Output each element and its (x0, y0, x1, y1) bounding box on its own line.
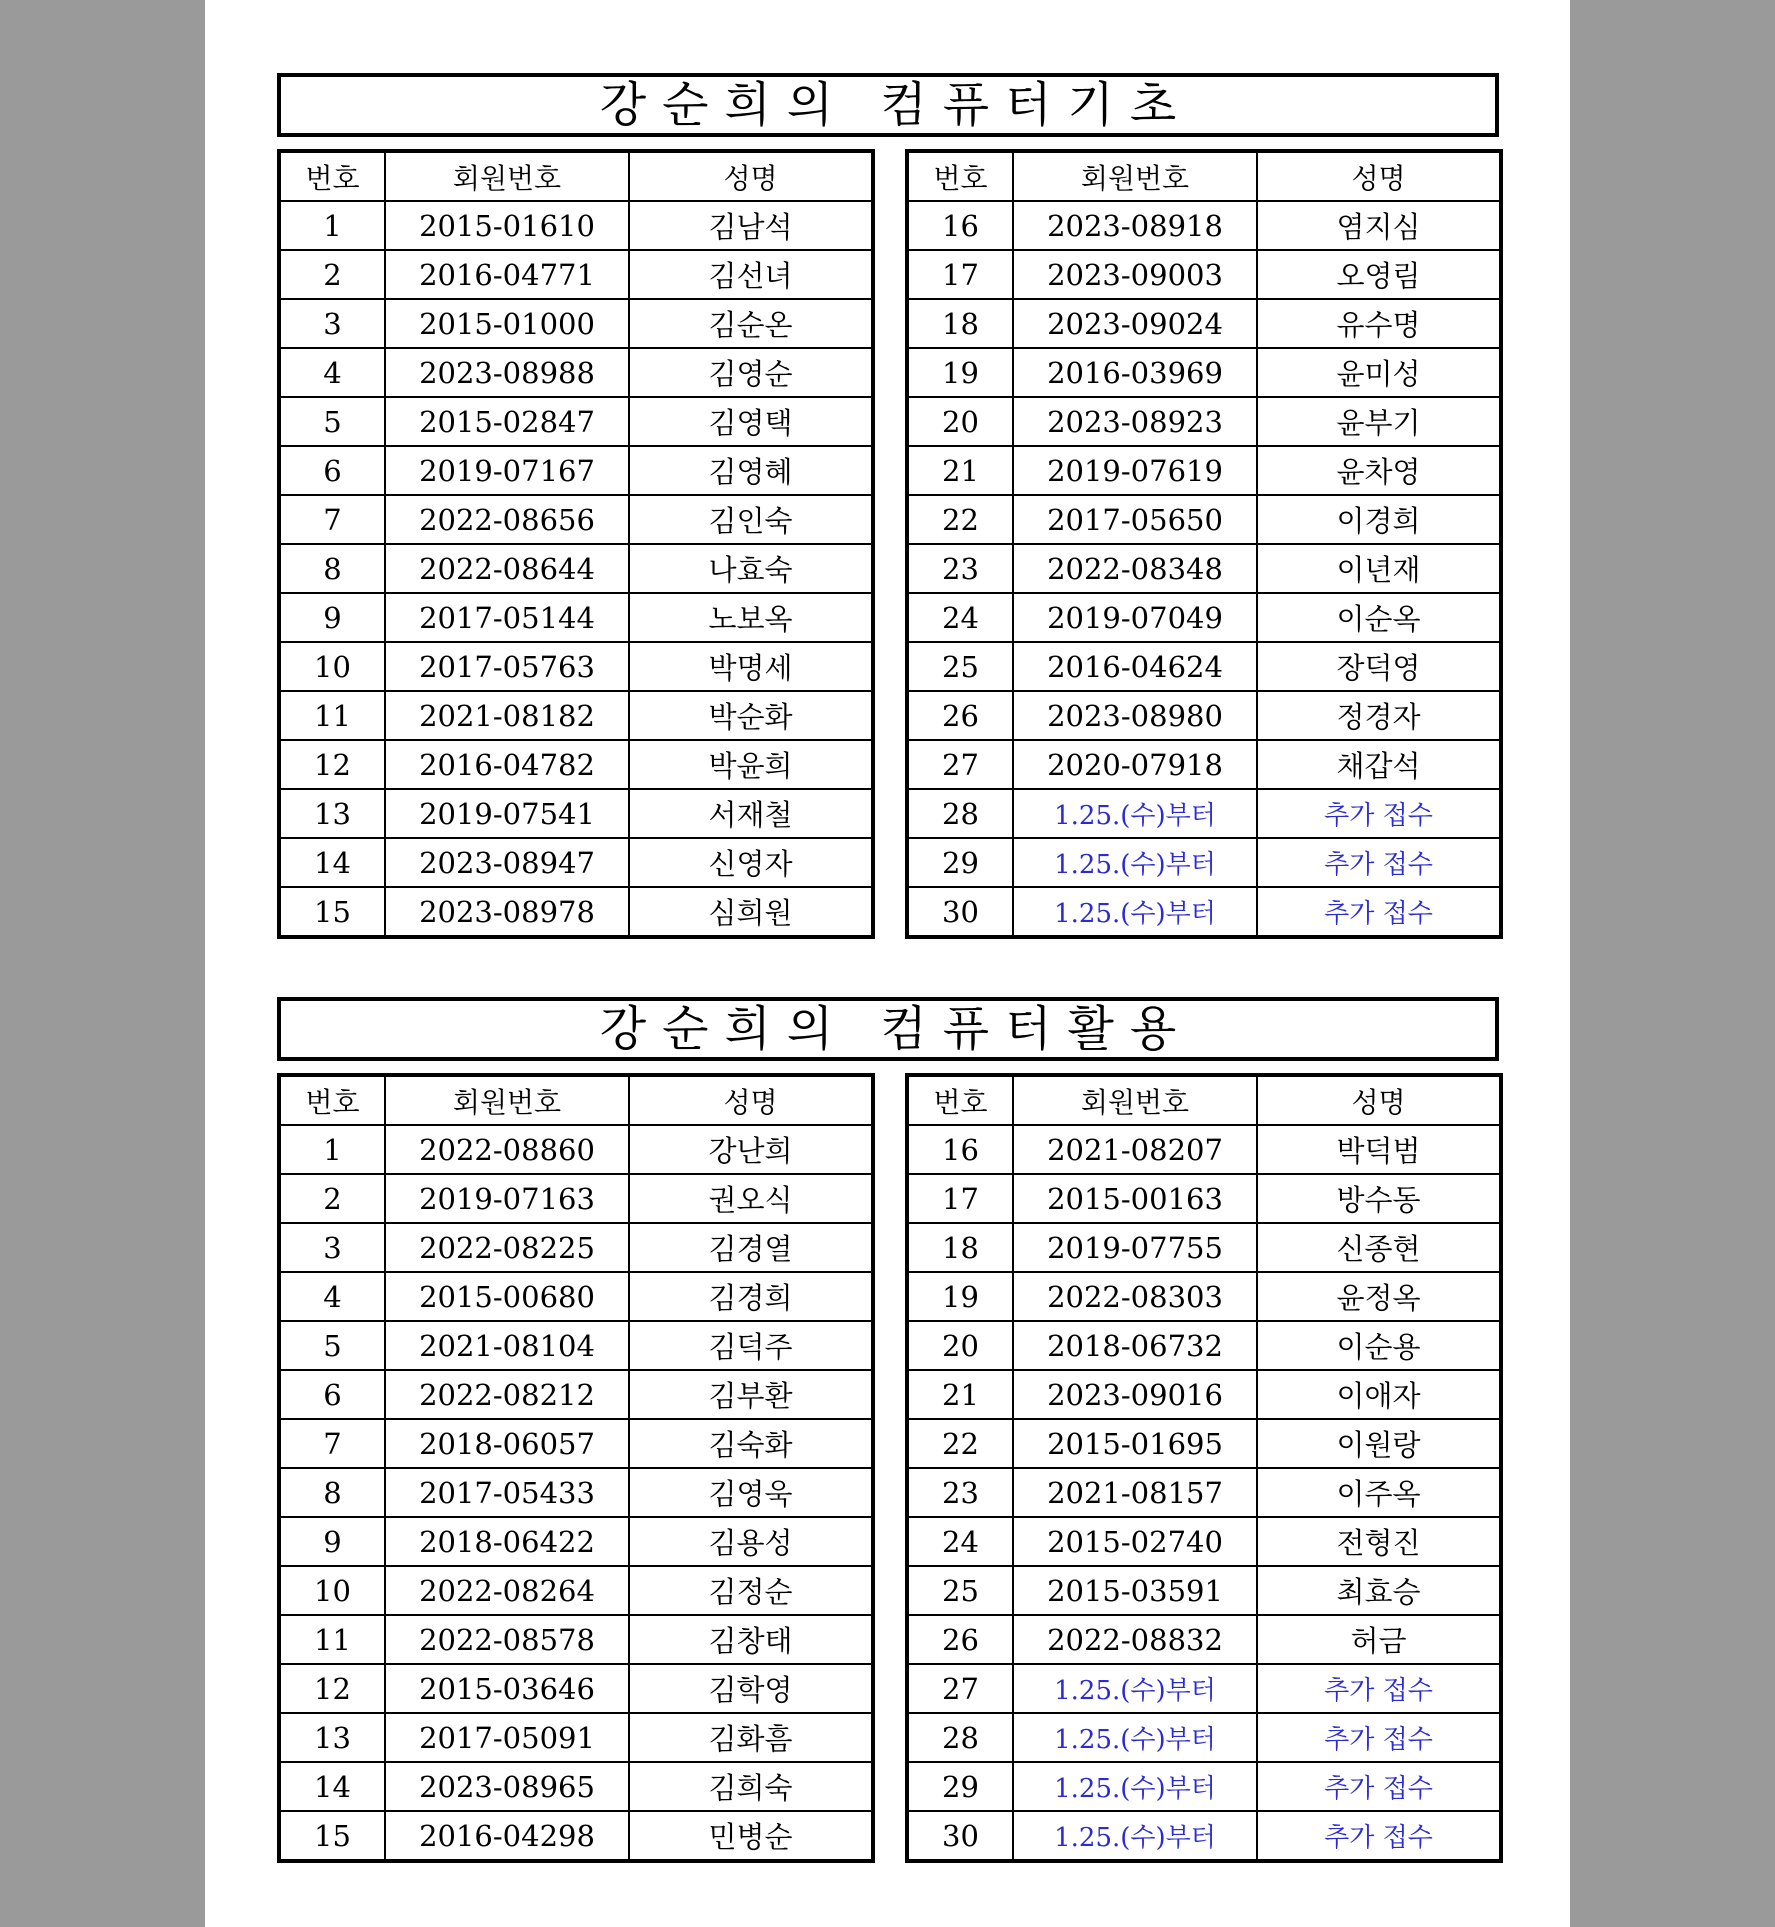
cell-name: 김남석 (629, 201, 873, 250)
cell-number: 23 (907, 1468, 1013, 1517)
table-row (907, 1811, 1501, 1861)
cell-name: 허금 (1257, 1615, 1501, 1664)
cell-number: 26 (907, 1615, 1013, 1664)
table-row (907, 1125, 1501, 1174)
table-row (279, 544, 873, 593)
header-member-id: 회원번호 (385, 151, 629, 201)
table-row (279, 1615, 873, 1664)
cell-name: 오영림 (1257, 250, 1501, 299)
section-title: 강순희의 컴퓨터활용 (599, 1001, 1193, 1057)
cell-number: 1 (279, 201, 385, 250)
cell-number: 8 (279, 544, 385, 593)
cell-number: 13 (279, 1713, 385, 1762)
cell-number: 5 (279, 397, 385, 446)
cell-member-id: 2021-08104 (385, 1321, 629, 1370)
table-row (907, 1419, 1501, 1468)
table-row (279, 446, 873, 495)
cell-member-id: 2019-07049 (1013, 593, 1257, 642)
header-row (279, 1075, 873, 1125)
cell-name: 김경희 (629, 1272, 873, 1321)
cell-member-id: 2015-01000 (385, 299, 629, 348)
table-row (907, 446, 1501, 495)
cell-name: 권오식 (629, 1174, 873, 1223)
cell-number: 30 (907, 1811, 1013, 1861)
header-member-id: 회원번호 (1013, 151, 1257, 201)
header-name: 성명 (629, 1075, 873, 1125)
table-row (279, 1664, 873, 1713)
cell-number: 20 (907, 397, 1013, 446)
cell-name: 유수명 (1257, 299, 1501, 348)
cell-name: 서재철 (629, 789, 873, 838)
table-row (907, 299, 1501, 348)
cell-member-id: 2015-02740 (1013, 1517, 1257, 1566)
cell-member-id: 2016-04782 (385, 740, 629, 789)
table-row (279, 1370, 873, 1419)
cell-member-id: 2023-09003 (1013, 250, 1257, 299)
cell-member-id: 2021-08182 (385, 691, 629, 740)
cell-number: 7 (279, 495, 385, 544)
cell-name: 이주옥 (1257, 1468, 1501, 1517)
cell-number: 6 (279, 1370, 385, 1419)
cell-name: 김경열 (629, 1223, 873, 1272)
cell-name: 이순용 (1257, 1321, 1501, 1370)
cell-name: 김희숙 (629, 1762, 873, 1811)
table-row (907, 1223, 1501, 1272)
table-row (907, 789, 1501, 838)
cell-member-id: 2022-08303 (1013, 1272, 1257, 1321)
cell-number: 12 (279, 740, 385, 789)
cell-number: 4 (279, 1272, 385, 1321)
cell-member-id: 2018-06057 (385, 1419, 629, 1468)
cell-name: 노보옥 (629, 593, 873, 642)
header-row (279, 151, 873, 201)
table-row (279, 887, 873, 937)
table-row (907, 544, 1501, 593)
cell-name: 박윤희 (629, 740, 873, 789)
cell-number: 7 (279, 1419, 385, 1468)
cell-name: 추가 접수 (1257, 1811, 1501, 1861)
cell-member-id: 2018-06732 (1013, 1321, 1257, 1370)
cell-name: 윤미성 (1257, 348, 1501, 397)
cell-number: 14 (279, 1762, 385, 1811)
cell-member-id: 2022-08264 (385, 1566, 629, 1615)
roster-table-right (905, 1073, 1503, 1863)
cell-number: 28 (907, 1713, 1013, 1762)
cell-name: 김창태 (629, 1615, 873, 1664)
cell-name: 이애자 (1257, 1370, 1501, 1419)
cell-number: 16 (907, 1125, 1013, 1174)
table-row (907, 593, 1501, 642)
cell-number: 24 (907, 593, 1013, 642)
cell-member-id: 2023-09016 (1013, 1370, 1257, 1419)
table-row (279, 1517, 873, 1566)
cell-number: 27 (907, 740, 1013, 789)
cell-name: 신종현 (1257, 1223, 1501, 1272)
cell-member-id: 2022-08860 (385, 1125, 629, 1174)
cell-name: 최효승 (1257, 1566, 1501, 1615)
table-row (907, 691, 1501, 740)
cell-number: 2 (279, 1174, 385, 1223)
cell-member-id: 1.25.(수)부터 (1013, 1762, 1257, 1811)
cell-name: 윤차영 (1257, 446, 1501, 495)
cell-member-id: 2019-07755 (1013, 1223, 1257, 1272)
cell-number: 5 (279, 1321, 385, 1370)
table-row (907, 1174, 1501, 1223)
cell-number: 22 (907, 495, 1013, 544)
cell-number: 12 (279, 1664, 385, 1713)
table-row (907, 740, 1501, 789)
table-row (907, 250, 1501, 299)
cell-member-id: 2017-05433 (385, 1468, 629, 1517)
header-number: 번호 (279, 151, 385, 201)
cell-name: 추가 접수 (1257, 838, 1501, 887)
cell-member-id: 2022-08578 (385, 1615, 629, 1664)
cell-number: 24 (907, 1517, 1013, 1566)
cell-member-id: 2019-07167 (385, 446, 629, 495)
table-row (907, 1713, 1501, 1762)
table-row (907, 1468, 1501, 1517)
cell-member-id: 1.25.(수)부터 (1013, 1664, 1257, 1713)
cell-name: 김영택 (629, 397, 873, 446)
roster-table-left (277, 149, 875, 939)
cell-number: 20 (907, 1321, 1013, 1370)
cell-number: 23 (907, 544, 1013, 593)
cell-name: 정경자 (1257, 691, 1501, 740)
cell-number: 21 (907, 1370, 1013, 1419)
cell-member-id: 2016-04624 (1013, 642, 1257, 691)
cell-member-id: 2023-09024 (1013, 299, 1257, 348)
table-row (279, 1811, 873, 1861)
table-row (279, 201, 873, 250)
cell-member-id: 2017-05091 (385, 1713, 629, 1762)
cell-name: 김덕주 (629, 1321, 873, 1370)
cell-name: 추가 접수 (1257, 789, 1501, 838)
cell-number: 19 (907, 1272, 1013, 1321)
cell-member-id: 2015-00680 (385, 1272, 629, 1321)
cell-member-id: 2022-08348 (1013, 544, 1257, 593)
cell-member-id: 1.25.(수)부터 (1013, 1811, 1257, 1861)
cell-name: 김인숙 (629, 495, 873, 544)
cell-number: 11 (279, 691, 385, 740)
cell-member-id: 1.25.(수)부터 (1013, 887, 1257, 937)
cell-member-id: 2015-00163 (1013, 1174, 1257, 1223)
cell-number: 22 (907, 1419, 1013, 1468)
section-title-box (277, 73, 1499, 137)
cell-name: 박명세 (629, 642, 873, 691)
cell-name: 염지심 (1257, 201, 1501, 250)
cell-member-id: 2015-01695 (1013, 1419, 1257, 1468)
cell-number: 10 (279, 642, 385, 691)
cell-name: 박덕범 (1257, 1125, 1501, 1174)
cell-number: 30 (907, 887, 1013, 937)
cell-number: 3 (279, 1223, 385, 1272)
table-row (279, 691, 873, 740)
cell-name: 이순옥 (1257, 593, 1501, 642)
cell-name: 김학영 (629, 1664, 873, 1713)
cell-number: 2 (279, 250, 385, 299)
header-number: 번호 (279, 1075, 385, 1125)
cell-member-id: 2016-03969 (1013, 348, 1257, 397)
table-row (907, 1615, 1501, 1664)
cell-member-id: 2015-03646 (385, 1664, 629, 1713)
cell-member-id: 2022-08644 (385, 544, 629, 593)
table-row (279, 642, 873, 691)
table-row (279, 1223, 873, 1272)
table-row (279, 1713, 873, 1762)
header-number: 번호 (907, 1075, 1013, 1125)
cell-name: 이년재 (1257, 544, 1501, 593)
cell-name: 이경희 (1257, 495, 1501, 544)
cell-member-id: 2022-08656 (385, 495, 629, 544)
cell-number: 21 (907, 446, 1013, 495)
cell-name: 방수동 (1257, 1174, 1501, 1223)
cell-number: 28 (907, 789, 1013, 838)
table-row (907, 1321, 1501, 1370)
cell-name: 박순화 (629, 691, 873, 740)
cell-member-id: 2022-08212 (385, 1370, 629, 1419)
cell-number: 13 (279, 789, 385, 838)
cell-name: 김용성 (629, 1517, 873, 1566)
cell-name: 심희원 (629, 887, 873, 937)
table-row (907, 495, 1501, 544)
cell-name: 강난희 (629, 1125, 873, 1174)
table-row (279, 1272, 873, 1321)
cell-name: 전형진 (1257, 1517, 1501, 1566)
cell-number: 4 (279, 348, 385, 397)
table-row (279, 495, 873, 544)
header-name: 성명 (629, 151, 873, 201)
cell-name: 신영자 (629, 838, 873, 887)
cell-number: 29 (907, 838, 1013, 887)
cell-member-id: 2017-05650 (1013, 495, 1257, 544)
cell-number: 25 (907, 1566, 1013, 1615)
cell-name: 민병순 (629, 1811, 873, 1861)
cell-member-id: 2023-08918 (1013, 201, 1257, 250)
cell-name: 김숙화 (629, 1419, 873, 1468)
cell-member-id: 2016-04771 (385, 250, 629, 299)
cell-name: 김정순 (629, 1566, 873, 1615)
table-row (279, 789, 873, 838)
cell-member-id: 2015-02847 (385, 397, 629, 446)
header-name: 성명 (1257, 151, 1501, 201)
cell-member-id: 2015-01610 (385, 201, 629, 250)
table-row (279, 397, 873, 446)
cell-number: 16 (907, 201, 1013, 250)
header-row (907, 151, 1501, 201)
cell-number: 6 (279, 446, 385, 495)
table-row (907, 201, 1501, 250)
table-row (907, 1517, 1501, 1566)
table-row (279, 299, 873, 348)
table-row (279, 1321, 873, 1370)
cell-member-id: 2023-08923 (1013, 397, 1257, 446)
cell-member-id: 2023-08947 (385, 838, 629, 887)
table-row (279, 838, 873, 887)
table-row (907, 1272, 1501, 1321)
table-row (907, 642, 1501, 691)
table-row (279, 250, 873, 299)
cell-member-id: 2016-04298 (385, 1811, 629, 1861)
table-row (279, 1174, 873, 1223)
cell-name: 장덕영 (1257, 642, 1501, 691)
cell-member-id: 2017-05763 (385, 642, 629, 691)
cell-number: 18 (907, 1223, 1013, 1272)
document-page (205, 0, 1570, 1927)
table-row (279, 740, 873, 789)
cell-member-id: 1.25.(수)부터 (1013, 1713, 1257, 1762)
roster-table-left (277, 1073, 875, 1863)
table-row (279, 1468, 873, 1517)
cell-member-id: 2023-08988 (385, 348, 629, 397)
cell-number: 27 (907, 1664, 1013, 1713)
cell-name: 추가 접수 (1257, 1713, 1501, 1762)
cell-number: 14 (279, 838, 385, 887)
cell-member-id: 2018-06422 (385, 1517, 629, 1566)
table-row (279, 1419, 873, 1468)
table-row (279, 1762, 873, 1811)
table-row (907, 348, 1501, 397)
cell-name: 김순온 (629, 299, 873, 348)
roster-table-right (905, 149, 1503, 939)
table-row (907, 1370, 1501, 1419)
cell-number: 15 (279, 887, 385, 937)
cell-name: 채갑석 (1257, 740, 1501, 789)
cell-name: 이원랑 (1257, 1419, 1501, 1468)
header-member-id: 회원번호 (1013, 1075, 1257, 1125)
table-row (279, 1125, 873, 1174)
cell-member-id: 1.25.(수)부터 (1013, 789, 1257, 838)
cell-number: 3 (279, 299, 385, 348)
cell-name: 김영욱 (629, 1468, 873, 1517)
header-row (907, 1075, 1501, 1125)
cell-name: 김부환 (629, 1370, 873, 1419)
cell-name: 윤부기 (1257, 397, 1501, 446)
header-number: 번호 (907, 151, 1013, 201)
cell-number: 9 (279, 1517, 385, 1566)
table-row (907, 397, 1501, 446)
cell-name: 윤정옥 (1257, 1272, 1501, 1321)
cell-member-id: 2021-08157 (1013, 1468, 1257, 1517)
cell-number: 26 (907, 691, 1013, 740)
table-row (279, 348, 873, 397)
cell-number: 15 (279, 1811, 385, 1861)
cell-member-id: 2021-08207 (1013, 1125, 1257, 1174)
cell-name: 추가 접수 (1257, 1664, 1501, 1713)
cell-name: 나효숙 (629, 544, 873, 593)
section-title: 강순희의 컴퓨터기초 (599, 77, 1193, 133)
table-row (279, 1566, 873, 1615)
header-member-id: 회원번호 (385, 1075, 629, 1125)
cell-member-id: 2023-08965 (385, 1762, 629, 1811)
cell-member-id: 2022-08832 (1013, 1615, 1257, 1664)
cell-member-id: 2019-07619 (1013, 446, 1257, 495)
cell-member-id: 2023-08980 (1013, 691, 1257, 740)
cell-number: 17 (907, 250, 1013, 299)
cell-name: 추가 접수 (1257, 1762, 1501, 1811)
cell-number: 25 (907, 642, 1013, 691)
table-row (907, 1664, 1501, 1713)
cell-name: 김영순 (629, 348, 873, 397)
cell-member-id: 1.25.(수)부터 (1013, 838, 1257, 887)
cell-member-id: 2017-05144 (385, 593, 629, 642)
cell-number: 18 (907, 299, 1013, 348)
cell-number: 10 (279, 1566, 385, 1615)
table-row (907, 838, 1501, 887)
table-row (907, 1566, 1501, 1615)
cell-number: 11 (279, 1615, 385, 1664)
header-name: 성명 (1257, 1075, 1501, 1125)
cell-member-id: 2019-07541 (385, 789, 629, 838)
cell-number: 8 (279, 1468, 385, 1517)
table-row (279, 593, 873, 642)
cell-member-id: 2023-08978 (385, 887, 629, 937)
cell-name: 추가 접수 (1257, 887, 1501, 937)
cell-member-id: 2019-07163 (385, 1174, 629, 1223)
cell-member-id: 2015-03591 (1013, 1566, 1257, 1615)
cell-number: 17 (907, 1174, 1013, 1223)
cell-number: 29 (907, 1762, 1013, 1811)
section-title-box (277, 997, 1499, 1061)
cell-member-id: 2022-08225 (385, 1223, 629, 1272)
cell-member-id: 2020-07918 (1013, 740, 1257, 789)
cell-number: 1 (279, 1125, 385, 1174)
cell-number: 19 (907, 348, 1013, 397)
cell-name: 김선녀 (629, 250, 873, 299)
table-row (907, 1762, 1501, 1811)
cell-number: 9 (279, 593, 385, 642)
cell-name: 김영혜 (629, 446, 873, 495)
table-row (907, 887, 1501, 937)
cell-name: 김화흠 (629, 1713, 873, 1762)
